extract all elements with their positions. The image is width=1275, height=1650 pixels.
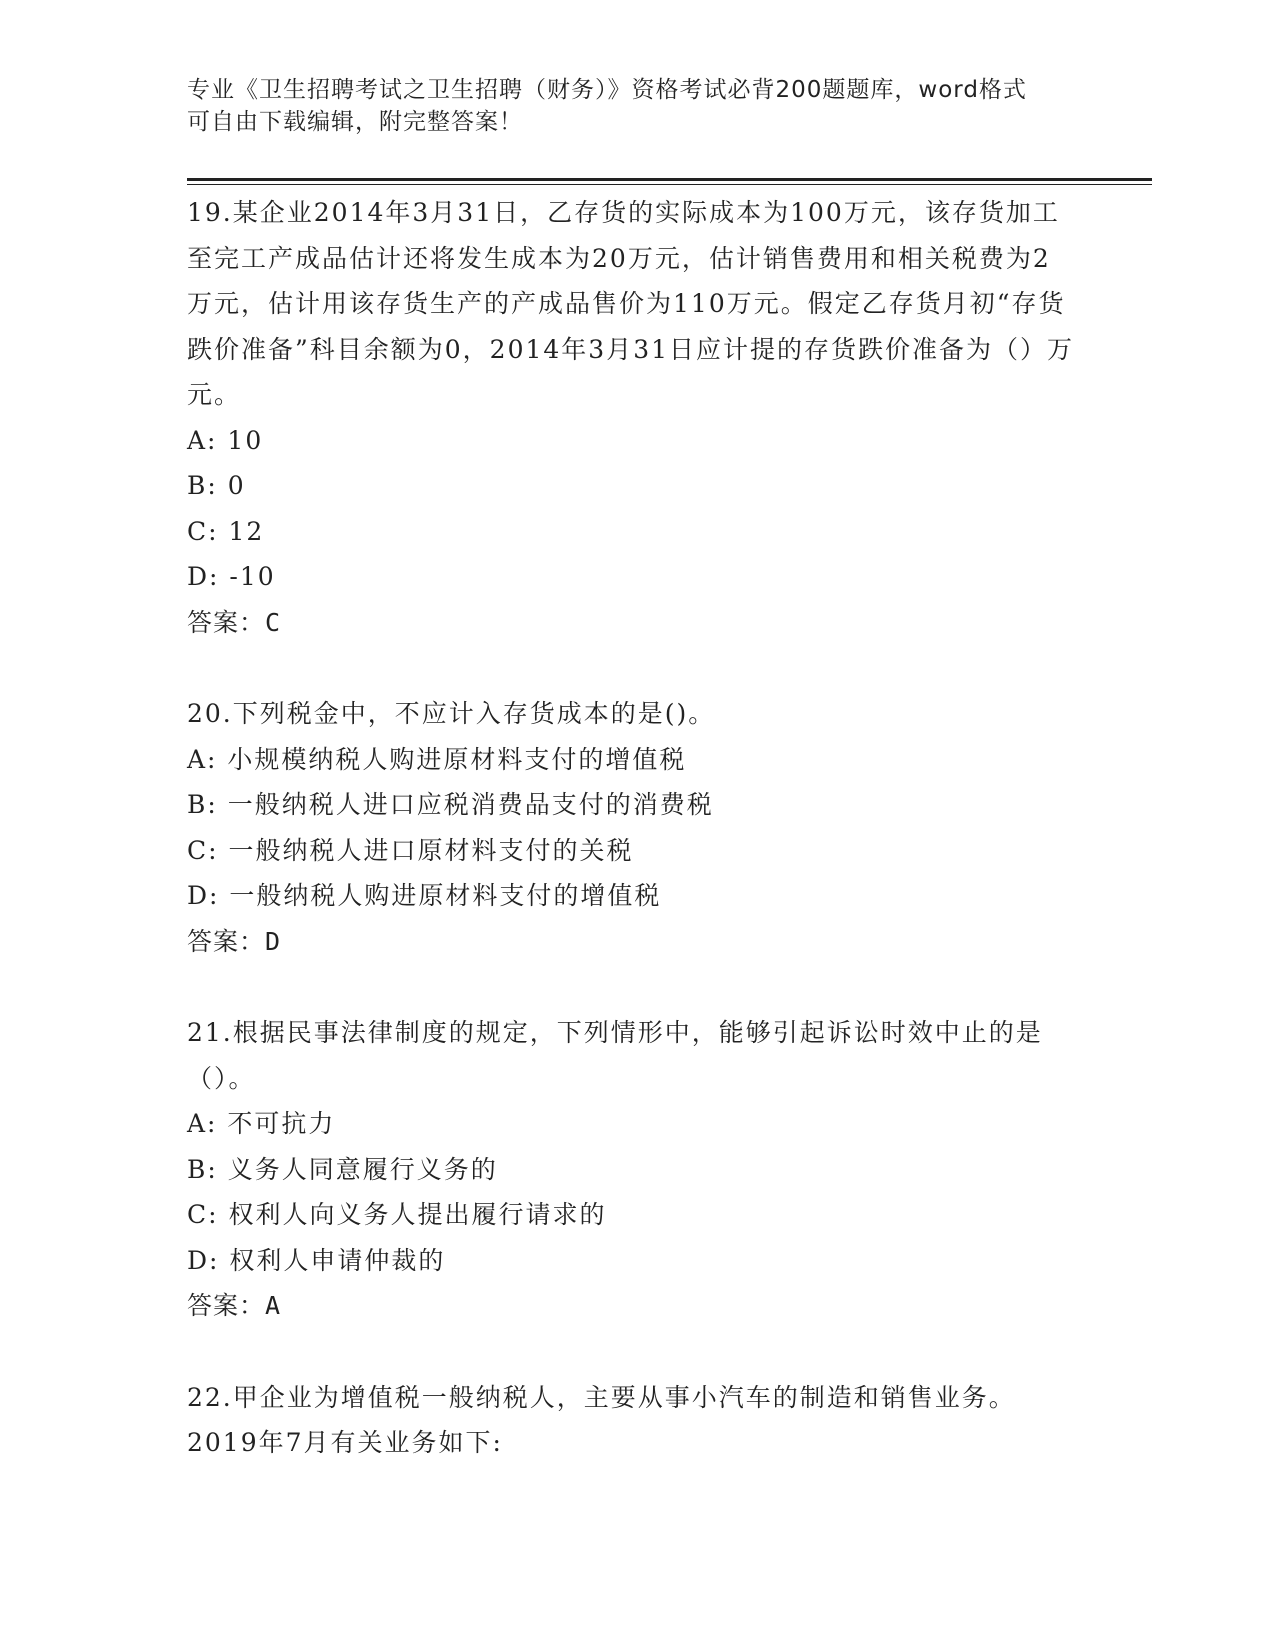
option-b: B: 一般纳税人进口应税消费品支付的消费税	[187, 790, 714, 819]
question-list	[187, 190, 1077, 1512]
option-d: D: 一般纳税人购进原材料支付的增值税	[187, 881, 662, 910]
question-22	[187, 1375, 1077, 1466]
answer-value: A	[265, 1291, 282, 1320]
option-d: D: -10	[187, 562, 276, 591]
answer-value: D	[265, 926, 282, 956]
question-20	[187, 691, 1077, 964]
question-stem: 20.下列税金中，不应计入存货成本的是()。	[187, 699, 716, 728]
option-d: D: 权利人申请仲裁的	[187, 1245, 446, 1275]
question-stem: 22.甲企业为增值税一般纳税人，主要从事小汽车的制造和销售业务。2019年7月有关业务如下:	[187, 1382, 1016, 1457]
question-21	[187, 1010, 1077, 1329]
option-b: B: 0	[187, 471, 246, 500]
answer-label: 答案：	[187, 926, 266, 956]
header-rule-thin	[187, 184, 1152, 185]
question-stem: 21.根据民事法律制度的规定，下列情形中，能够引起诉讼时效中止的是（）。	[187, 1018, 1043, 1093]
question-stem: 19.某企业2014年3月31日，乙存货的实际成本为100万元，该存货加工至完工产成品估计还将发生成本为20万元，估计销售费用和相关税费为2万元，估计用该存货生产的产成品售价为110万元。假定乙存货月初“存货跌价准备”科目余额为0，2014年3月31日应计提的存货跌价准备为（）万元。	[187, 198, 1075, 409]
option-a: A: 小规模纳税人购进原材料支付的增值税	[187, 744, 687, 774]
header-line-2: 可自由下载编辑，附完整答案！	[187, 109, 523, 135]
header-line-1: 专业《卫生招聘考试之卫生招聘（财务）》资格考试必背200题题库，word格式	[187, 77, 1027, 103]
answer-line	[187, 919, 1077, 965]
answer-value: C	[265, 607, 282, 637]
answer-label: 答案：	[187, 1291, 266, 1320]
answer-line	[187, 1283, 1077, 1329]
answer-line	[187, 600, 1077, 646]
question-19	[187, 190, 1077, 645]
option-c: C: 12	[187, 516, 265, 546]
option-c: C: 权利人向义务人提出履行请求的	[187, 1200, 607, 1229]
option-a: A: 10	[187, 425, 264, 455]
option-c: C: 一般纳税人进口原材料支付的关税	[187, 835, 634, 865]
document-header	[187, 74, 1087, 138]
option-b: B: 义务人同意履行义务的	[187, 1154, 498, 1184]
option-a: A: 不可抗力	[187, 1109, 336, 1138]
answer-label: 答案：	[187, 607, 266, 637]
header-rule-thick	[187, 178, 1152, 181]
